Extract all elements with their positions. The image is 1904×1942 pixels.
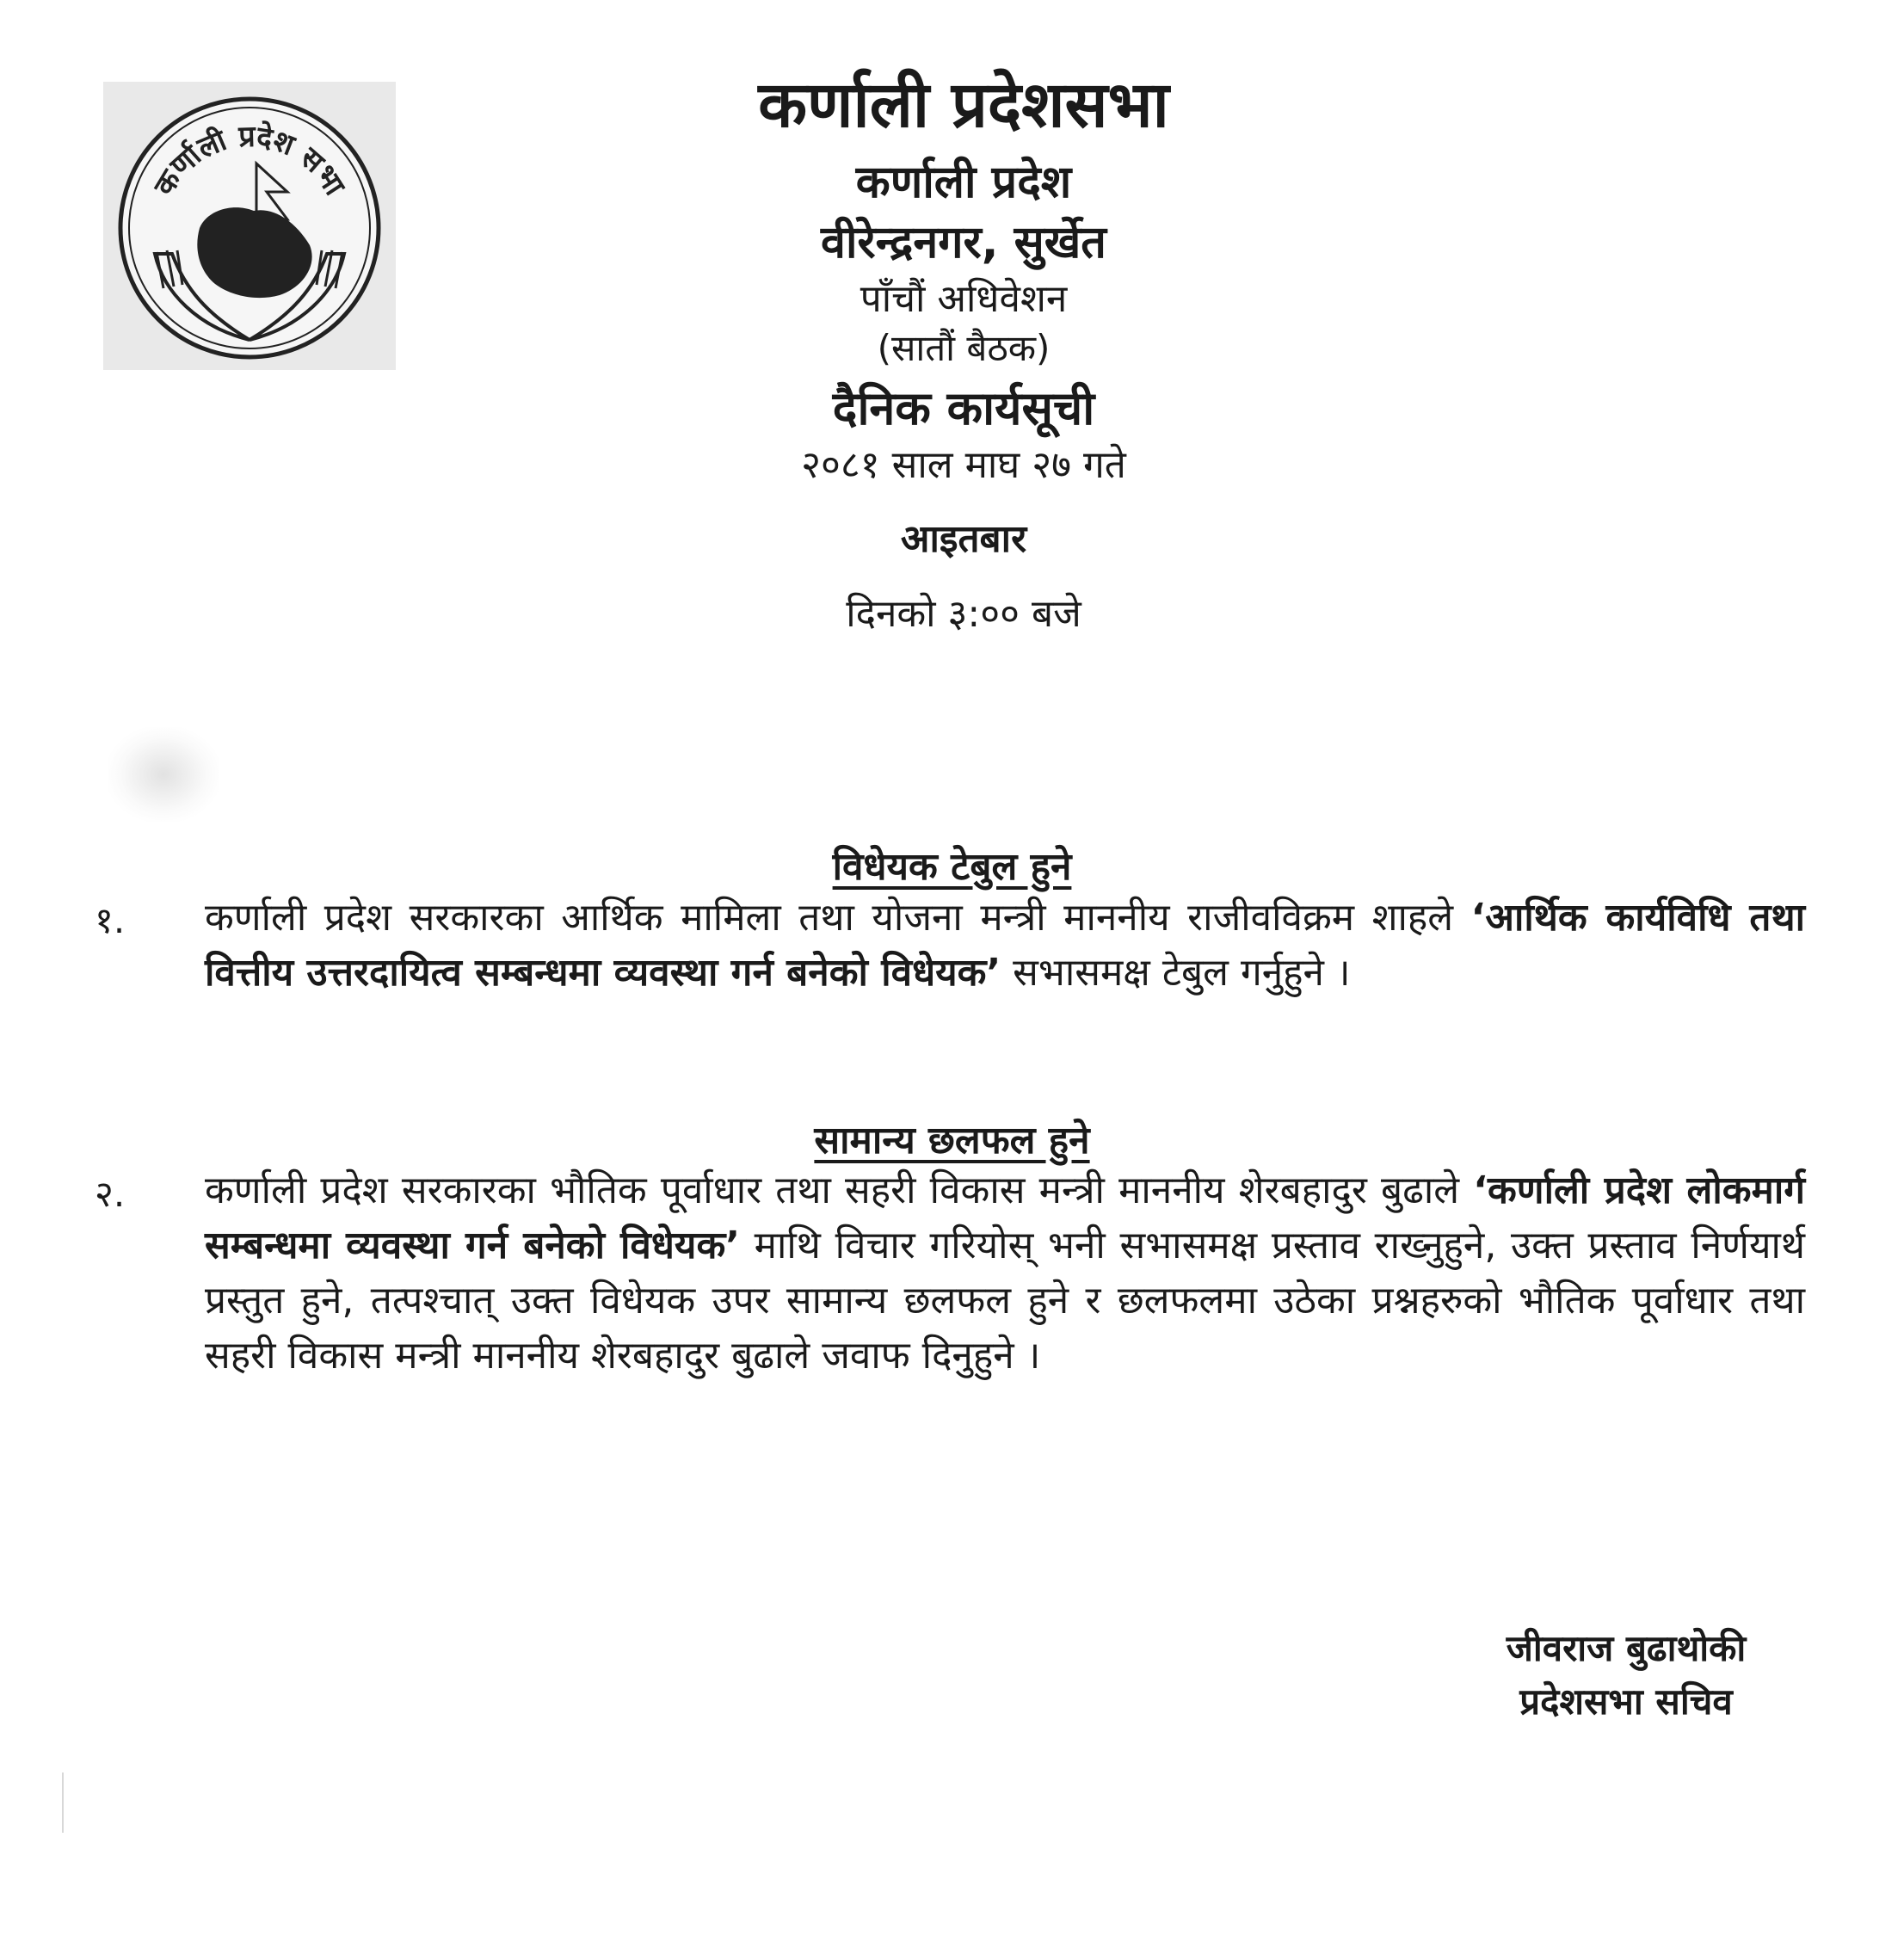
- scan-smudge: [108, 727, 219, 822]
- section-heading-general-discussion: [0, 1113, 1904, 1164]
- item-text-after: सभासमक्ष टेबुल गर्नुहुने ।: [1001, 951, 1351, 995]
- signatory-designation: प्रदेशसभा सचिव: [1519, 1680, 1733, 1723]
- signature-block: [1445, 1622, 1807, 1729]
- item-number: २.: [95, 1173, 126, 1215]
- assembly-seal: [103, 82, 396, 370]
- bill-title: ‘आर्थिक कार्यविधि तथा वित्तीय उत्तरदायित्व सम्बन्धमा व्यवस्था गर्न बनेको विधेयक’: [205, 896, 1805, 995]
- agenda-day: आइतबार: [900, 517, 1027, 562]
- section-heading-bill-tabling: [0, 839, 1904, 891]
- bill-title: ‘कर्णाली प्रदेश लोकमार्ग सम्बन्धमा व्यवस्था गर्न बनेको विधेयक’: [205, 1168, 1805, 1267]
- scan-edge-mark: [62, 1772, 64, 1833]
- seal-ring-text: कर्णाली प्रदेश सभा: [147, 119, 352, 202]
- item-number: १.: [95, 899, 126, 941]
- item-text-after: माथि विचार गरियोस् भनी सभासमक्ष प्रस्ताव राख्नुहुने, उक्त प्रस्ताव निर्णयार्थ प्रस्तुत हुने, तत्पश्चात् उक्त विधेयक उपर सामान्य छलफल हुने र छलफलमा उठेका प्रश्नहरुको भौतिक पूर्वाधार तथा सहरी विकास मन्त्री माननीय शेरबहादुर बुढाले जवाफ दिनुहुने ।: [205, 1224, 1805, 1378]
- city-name: वीरेन्द्रनगर, सुर्खेत: [821, 216, 1106, 268]
- item-text-before: कर्णाली प्रदेश सरकारका भौतिक पूर्वाधार तथा सहरी विकास मन्त्री माननीय शेरबहादुर बुढाले: [205, 1168, 1474, 1212]
- section-heading-text: विधेयक टेबुल हुने: [832, 845, 1072, 889]
- agenda-item-2: [205, 1163, 1805, 1384]
- province-name: कर्णाली प्रदेश: [855, 157, 1072, 209]
- item-text-before: कर्णाली प्रदेश सरकारका आर्थिक मामिला तथा योजना मन्त्री माननीय राजीवविक्रम शाहले: [205, 896, 1471, 940]
- signatory-name: जीवराज बुढाथोकी: [1506, 1627, 1747, 1669]
- session-label: पाँचौं अधिवेशन: [860, 276, 1068, 321]
- assembly-title: कर्णाली प्रदेशसभा: [758, 68, 1169, 142]
- agenda-time: दिनको ३:०० बजे: [846, 591, 1081, 636]
- document-header: [551, 69, 1377, 636]
- agenda-item-1: [205, 891, 1805, 1001]
- seal-emblem-icon: [103, 82, 396, 370]
- sitting-label: (सातौं बैठक): [877, 327, 1051, 370]
- agenda-title: दैनिक कार्यसूची: [832, 380, 1095, 435]
- agenda-date: २०८१ साल माघ २७ गते: [801, 442, 1126, 487]
- section-heading-text: सामान्य छलफल हुने: [814, 1119, 1090, 1162]
